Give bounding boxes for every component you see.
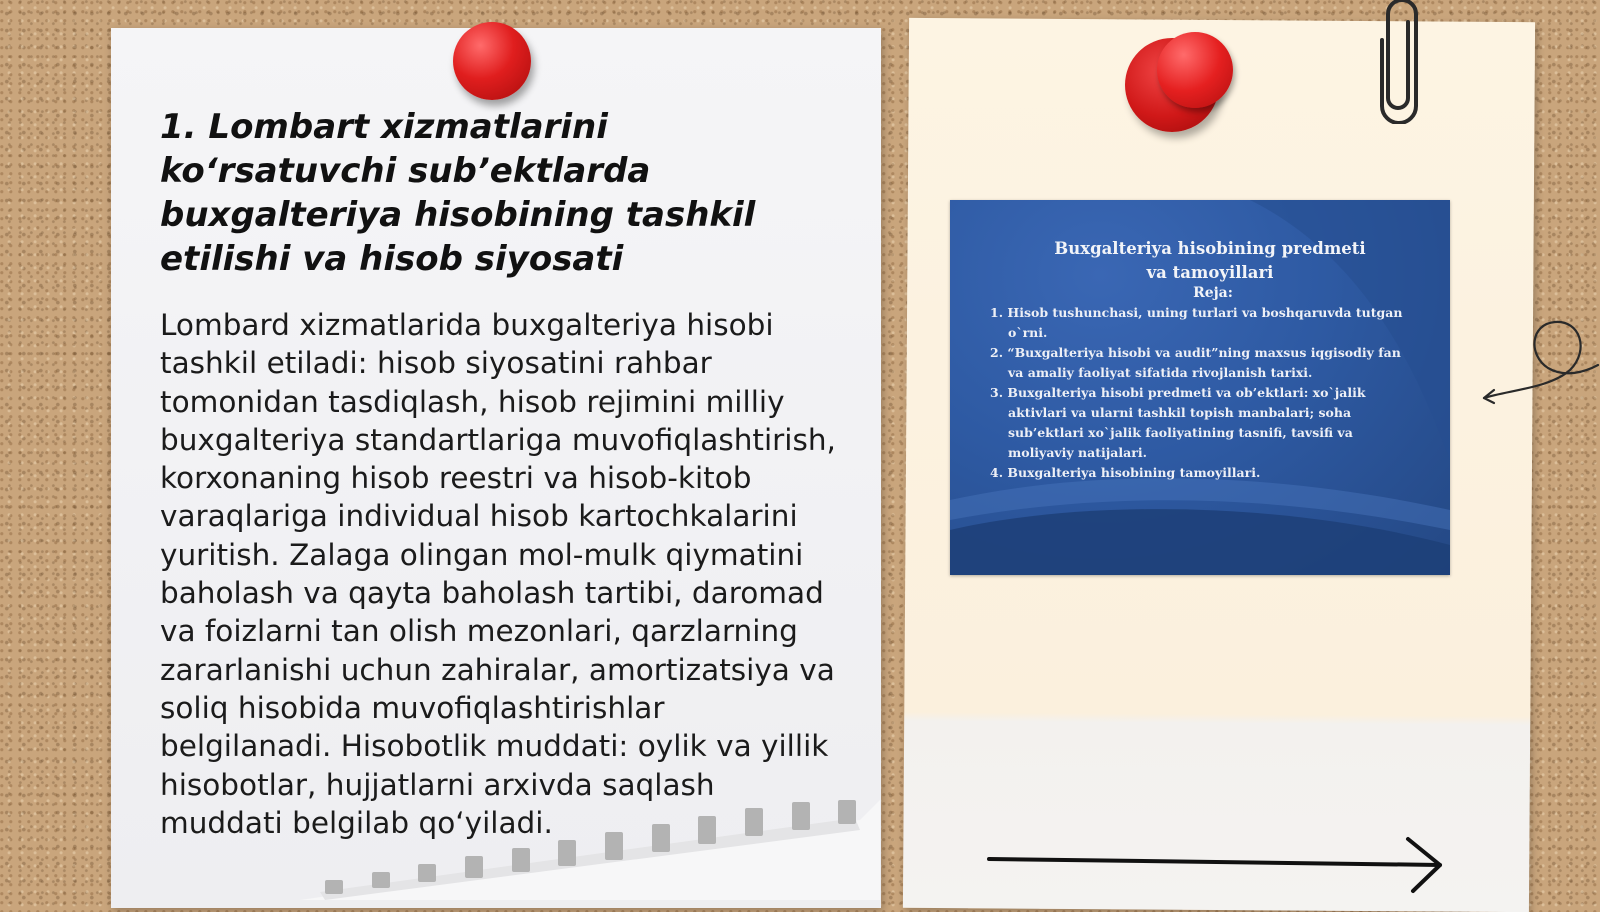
slide-thumbnail	[950, 200, 1450, 575]
section-title: 1. Lombart xizmatlarini ko‘rsatuvchi sub’ektlarda buxgalteriya hisobining tashkil etilishi va hisob siyosati	[160, 107, 756, 279]
pushpin-head-icon	[1157, 32, 1233, 108]
loop-doodle-icon	[1480, 310, 1600, 410]
paperclip-icon	[1378, 0, 1422, 124]
body-paragraph: Lombard xizmatlarida buxgalteriya hisobi tashkil etiladi: hisob siyosatini rahbar tomonidan tasdiqlash, hisob rejimini milliy buxgalteriya standartlariga muvofiqlashtirish, korxonaning hisob reestri va hisob-kitob varaqlariga individual hisob kartochkalarini yuritish. Zalaga olingan mol-mulk qiymatini baholash va qayta baholash tartibi, daromad va foizlarni tan olish mezonlari, qarzlarning zararlanishi uchun zahiralar, amortizatsiya va soliq hisobida muvofiqlashtirishlar belgilanadi. Hisobotlik muddati: oylik va yillik hisobotlar, hujjatlarni arxivda saqlash muddati belgilab qo‘yiladi.	[160, 308, 836, 840]
list-item: 1. Hisob tushunchasi, uning turlari va boshqaruvda tutgan o`rni.	[990, 305, 1403, 340]
pushpin-icon	[453, 22, 531, 100]
list-item: 4. Buxgalteriya hisobining tamoyillari.	[990, 465, 1261, 480]
list-item: 3. Buxgalteriya hisobi predmeti va ob’ektlari: xo`jalik aktivlari va ularni tashkil topish manbalari; soha sub’ektlari xo`jalik faoliyatining tasnifi, tavsifi va moliyaviy natijalari.	[990, 385, 1366, 460]
list-item: 2. “Buxgalteriya hisobi va audit”ning maxsus iqgisodiy fan va amaliy faoliyat sifatida rivojlanish tarixi.	[990, 345, 1401, 380]
slide-title-line2: va tamoyillari	[1146, 263, 1274, 282]
slide-title	[950, 237, 1450, 285]
slide-title-line1: Buxgalteriya hisobining predmeti	[1054, 239, 1366, 258]
arrow-right-icon	[985, 835, 1450, 897]
slide-plan-label: Reja:	[1193, 285, 1233, 301]
slide-plan-list	[990, 303, 1420, 483]
